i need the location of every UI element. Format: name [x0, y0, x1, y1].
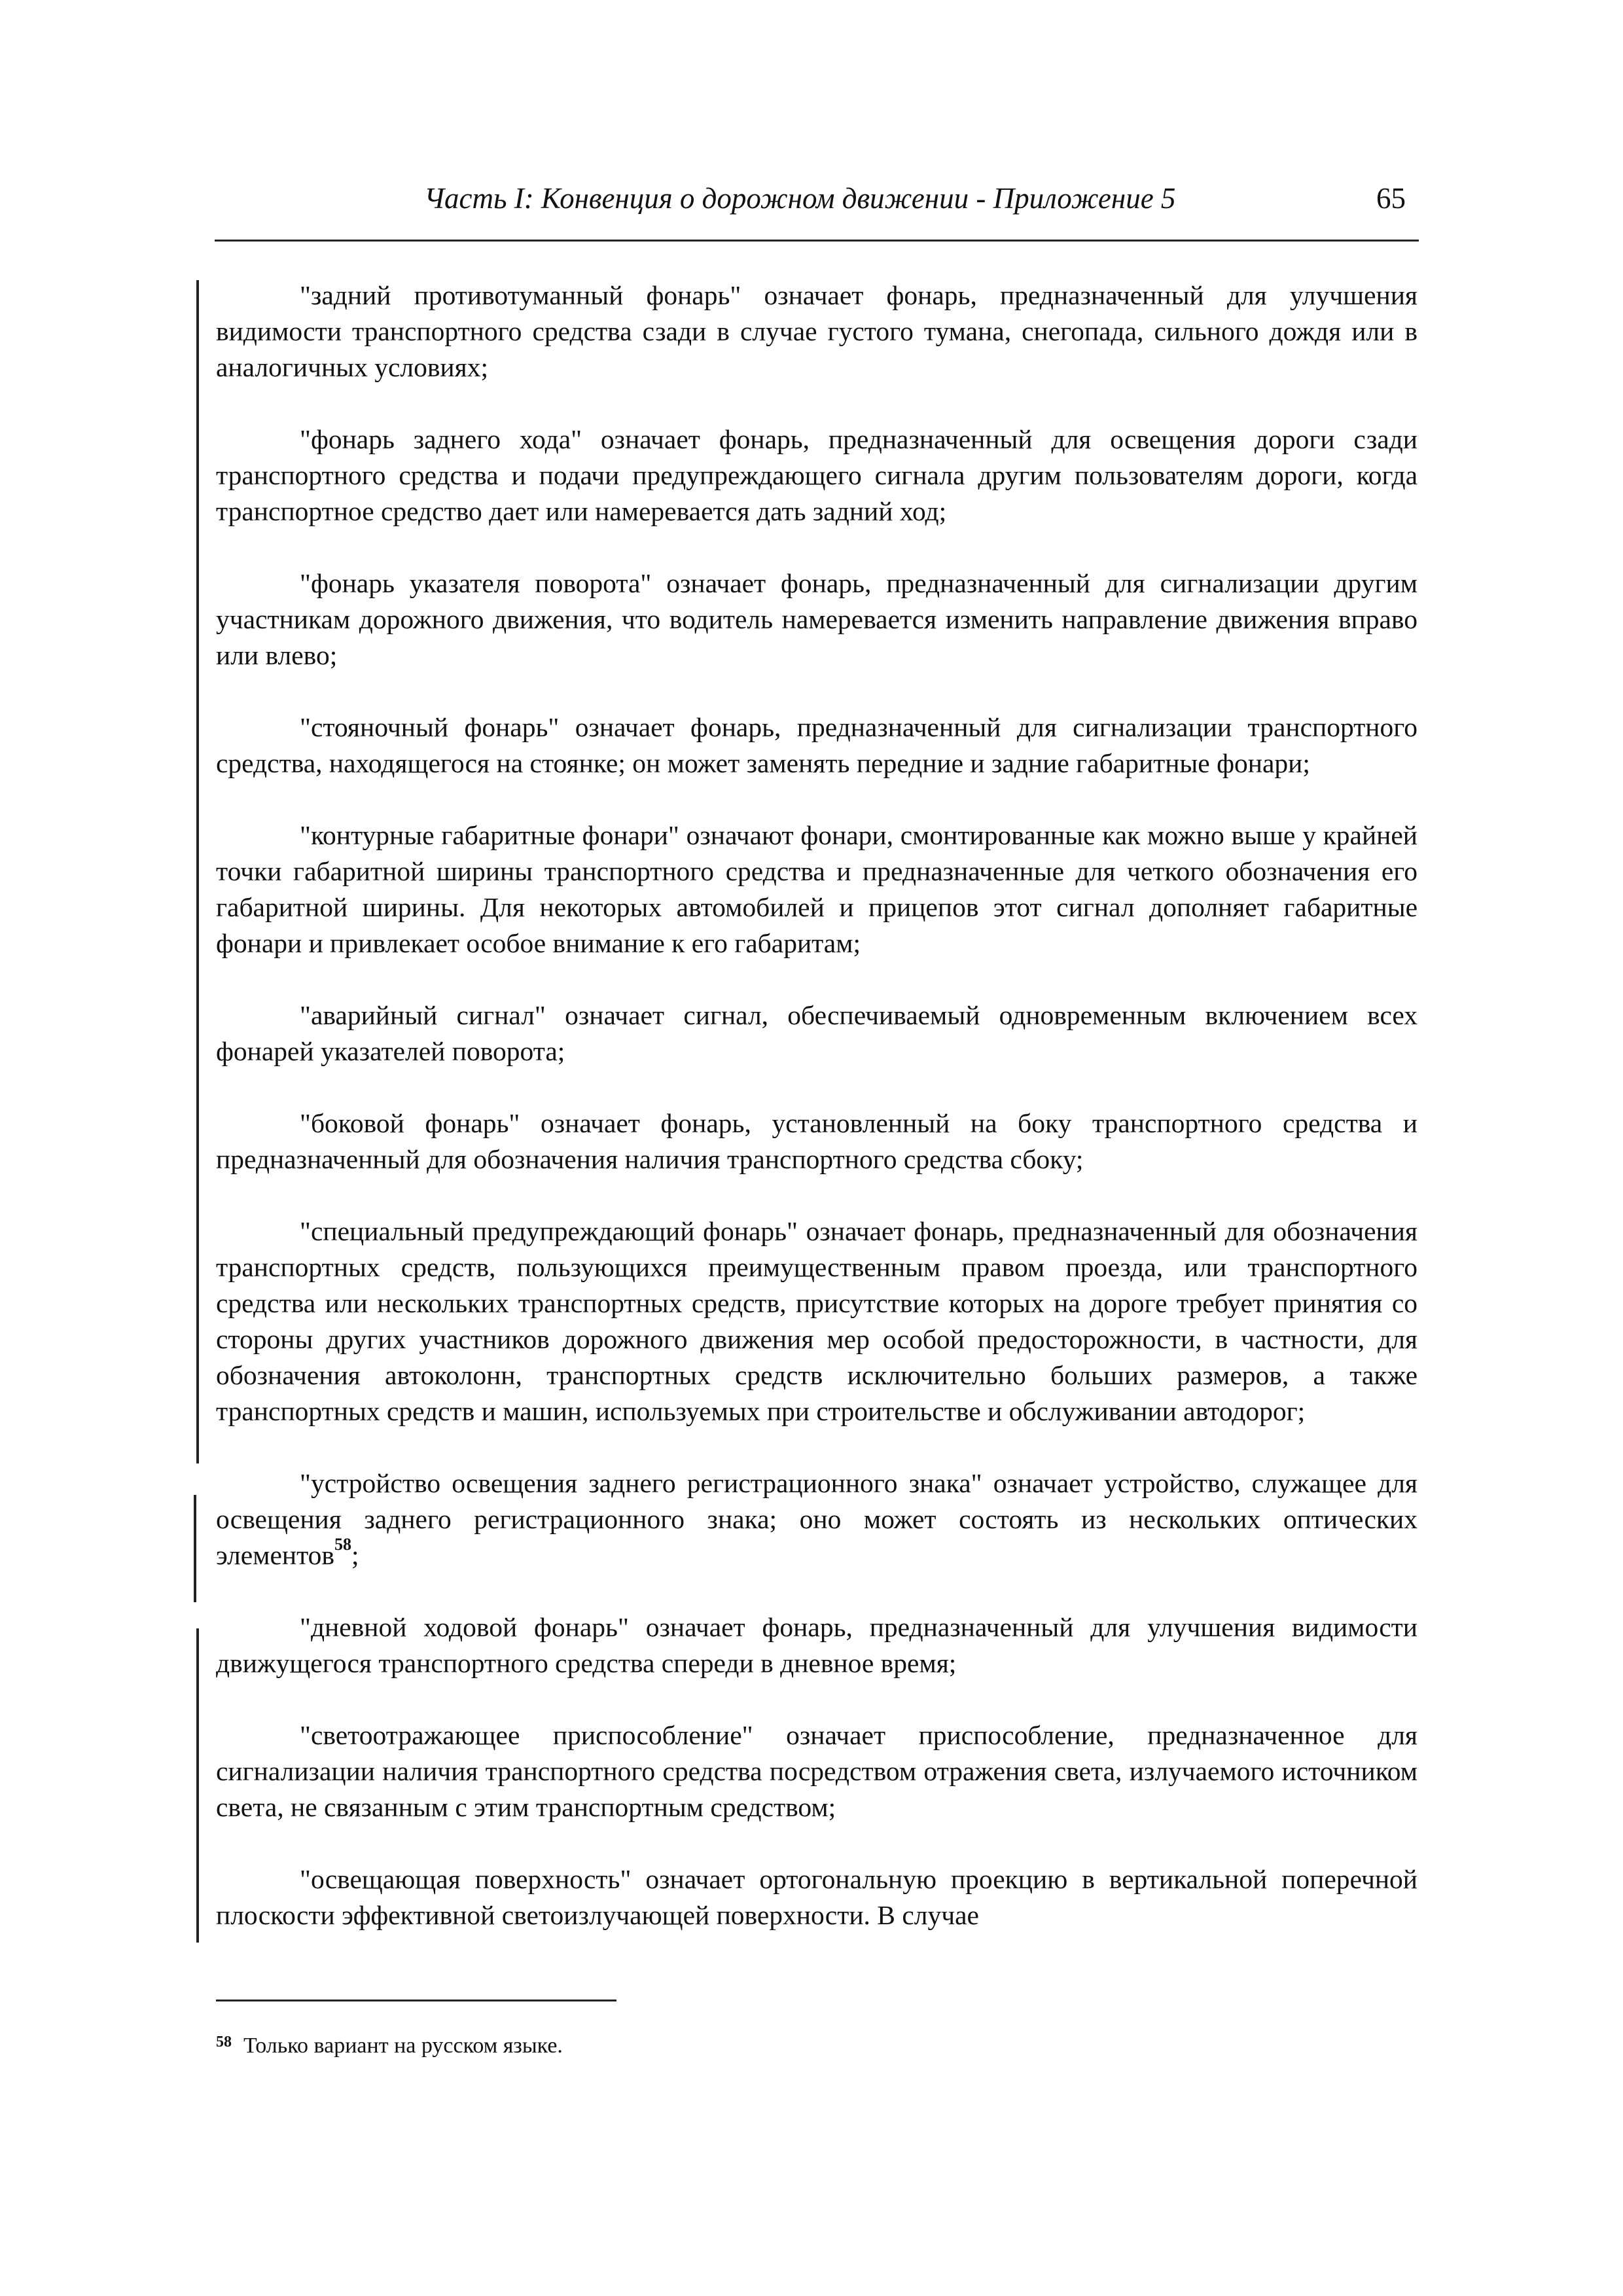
revision-bar	[196, 1628, 199, 1943]
footnote-number: 58	[216, 2034, 232, 2051]
paragraph: "задний противотуманный фонарь" означает фонарь, предназначенный для улучшения видимости транспортного средства сзади в случае густого тумана, снегопада, сильного дождя или в аналогичных условиях;	[216, 280, 1418, 382]
footnote-text: Только вариант на русском языке.	[243, 2034, 563, 2058]
paragraph: "контурные габаритные фонари" означают фонари, смонтированные как можно выше у крайней точки габаритной ширины транспортного средства и предназначенные для четкого обозначения его габаритной ширины. Для некоторых автомобилей и прицепов этот сигнал дополняет габаритные фонари и привлекает особое внимание к его габаритам;	[216, 820, 1418, 958]
paragraph: "фонарь заднего хода" означает фонарь, предназначенный для освещения дороги сзади транспортного средства и подачи предупреждающего сигнала другим пользователям дороги, когда транспортное средство дает или намеревается дать задний ход;	[216, 424, 1418, 526]
revision-bar	[194, 1495, 196, 1602]
paragraph: "аварийный сигнал" означает сигнал, обеспечиваемый одновременным включением всех фонарей указателей поворота;	[216, 1000, 1418, 1066]
paragraph-with-footnote	[216, 1465, 1418, 1573]
paragraph: "фонарь указателя поворота" означает фонарь, предназначенный для сигнализации другим участникам дорожного движения, что водитель намеревается изменить направление движения вправо или влево;	[216, 568, 1418, 670]
paragraph: "стояночный фонарь" означает фонарь, предназначенный для сигнализации транспортного средства, находящегося на стоянке; он может заменять передние и задние габаритные фонари;	[216, 712, 1418, 778]
page-header	[215, 175, 1419, 221]
paragraph: "специальный предупреждающий фонарь" означает фонарь, предназначенный для обозначения транспортных средств, пользующихся преимущественным правом проезда, или транспортного средства или нескольких транспортных средств, присутствие которых на дороге требует принятия со стороны других участников дорожного движения мер особой предосторожности, в частности, для обозначения автоколонн, транспортных средств исключительно больших размеров, а также транспортных средств и машин, используемых при строительстве и обслуживании автодорог;	[216, 1216, 1418, 1426]
paragraph-tail: ;	[351, 1540, 359, 1570]
document-body	[216, 278, 1418, 1933]
paragraph: "светоотражающее приспособление" означает приспособление, предназначенное для сигнализации наличия транспортного средства посредством отражения света, излучаемого источником света, не связанным с этим транспортным средством;	[216, 1720, 1418, 1822]
paragraph: "освещающая поверхность" означает ортогональную проекцию в вертикальной поперечной плоскости эффективной светоизлучающей поверхности. В случае	[216, 1864, 1418, 1930]
footnote-reference[interactable]: 58	[334, 1535, 352, 1554]
paragraph: "дневной ходовой фонарь" означает фонарь, предназначенный для улучшения видимости движущегося транспортного средства спереди в дневное время;	[216, 1612, 1418, 1678]
paragraph-text: "устройство освещения заднего регистрационного знака" означает устройство, служащее для освещения заднего регистрационного знака; оно может состоять из нескольких оптических элементов	[216, 1468, 1418, 1570]
header-title: Часть I: Конвенция о дорожном движении - Приложение 5	[424, 182, 1176, 215]
page-number: 65	[1376, 182, 1406, 215]
footnote-divider	[216, 2000, 616, 2001]
footnote	[216, 2032, 563, 2060]
revision-bar	[196, 280, 199, 1463]
header-divider	[215, 240, 1419, 242]
paragraph: "боковой фонарь" означает фонарь, установленный на боку транспортного средства и предназначенный для обозначения наличия транспортного средства сбоку;	[216, 1108, 1418, 1174]
